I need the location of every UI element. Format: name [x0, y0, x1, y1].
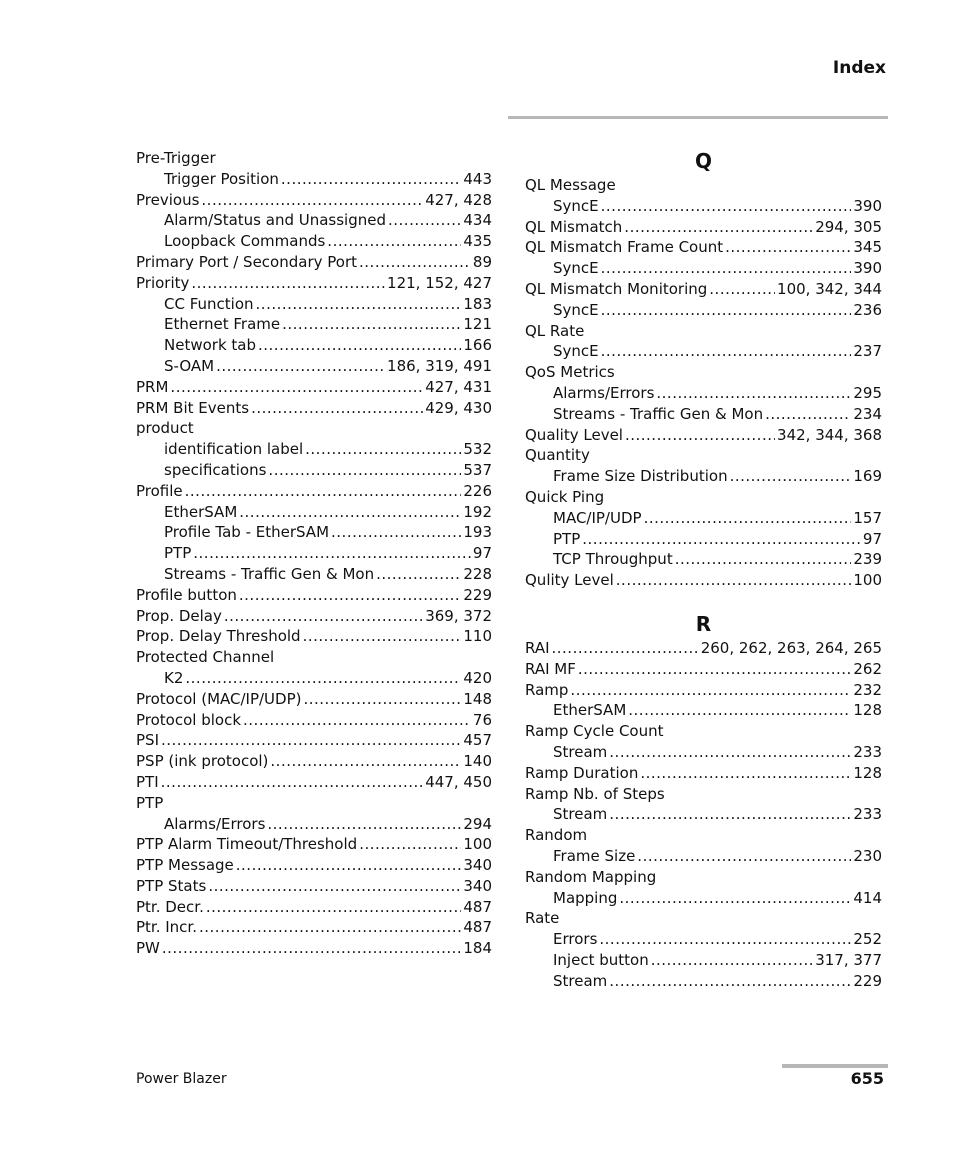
index-page-numbers: 342, 344, 368 — [777, 425, 882, 444]
dot-leader — [236, 855, 462, 876]
index-term: EtherSAM — [164, 502, 238, 521]
index-term: PTP — [164, 544, 192, 563]
dot-leader — [185, 668, 461, 689]
index-term: Protocol (MAC/IP/UDP) — [136, 689, 302, 708]
index-entry — [136, 606, 492, 627]
index-entry — [525, 237, 882, 258]
dot-leader — [675, 549, 852, 570]
index-entry — [136, 418, 492, 439]
index-page-numbers: 110 — [463, 627, 492, 646]
index-page-numbers: 260, 262, 263, 264, 265 — [700, 638, 882, 657]
index-page-numbers: 121 — [463, 315, 492, 334]
index-page-numbers: 239 — [853, 550, 882, 569]
dot-leader — [161, 730, 461, 751]
index-page-numbers: 232 — [853, 680, 882, 699]
index-entry — [136, 730, 492, 751]
index-page-numbers: 345 — [853, 238, 882, 257]
index-subentry — [136, 439, 492, 460]
index-entry — [136, 273, 492, 294]
index-term: Stream — [553, 742, 608, 761]
index-term: Random — [525, 826, 588, 845]
index-page-numbers: 414 — [853, 888, 882, 907]
index-term: Alarms/Errors — [164, 814, 266, 833]
dot-leader — [161, 772, 424, 793]
index-page-numbers: 89 — [472, 252, 492, 271]
index-subentry — [136, 231, 492, 252]
index-entry — [525, 362, 882, 383]
index-entry — [525, 659, 882, 680]
index-term: Ethernet Frame — [164, 315, 281, 334]
index-page-numbers: 390 — [853, 196, 882, 215]
index-page-numbers: 226 — [463, 481, 492, 500]
dot-leader — [582, 529, 861, 550]
dot-leader — [552, 638, 699, 659]
index-entry — [525, 175, 882, 196]
index-page-numbers: 229 — [853, 971, 882, 990]
index-page-numbers: 229 — [463, 585, 492, 604]
index-term: SyncE — [553, 196, 599, 215]
dot-leader — [730, 466, 852, 487]
dot-leader — [570, 680, 851, 701]
index-subentry — [525, 508, 882, 529]
index-subentry — [136, 314, 492, 335]
dot-leader — [206, 897, 462, 918]
dot-leader — [765, 404, 851, 425]
index-entry — [525, 487, 882, 508]
index-page-numbers: 390 — [853, 259, 882, 278]
index-term: Profile — [136, 481, 183, 500]
index-term: Rate — [525, 909, 560, 928]
dot-leader — [624, 217, 813, 238]
index-page-numbers: 429, 430 — [425, 398, 492, 417]
index-term: Priority — [136, 273, 190, 292]
index-entry — [136, 793, 492, 814]
footer-divider — [782, 1064, 888, 1068]
index-entry — [525, 217, 882, 238]
index-page-numbers: 97 — [472, 544, 492, 563]
index-term: Primary Port / Secondary Port — [136, 252, 358, 271]
dot-leader — [725, 237, 851, 258]
index-page-numbers: 230 — [853, 846, 882, 865]
index-entry — [136, 377, 492, 398]
index-subentry — [525, 742, 882, 763]
index-term: PSP (ink protocol) — [136, 752, 269, 771]
dot-leader — [303, 626, 462, 647]
index-page-numbers: 340 — [463, 856, 492, 875]
index-page-numbers: 193 — [463, 523, 492, 542]
page-title: Index — [832, 58, 886, 78]
dot-leader — [327, 231, 461, 252]
index-term: MAC/IP/UDP — [553, 508, 642, 527]
dot-leader — [268, 460, 461, 481]
index-page-numbers: 100 — [463, 835, 492, 854]
index-term: SyncE — [553, 300, 599, 319]
index-term: Stream — [553, 971, 608, 990]
dot-leader — [239, 502, 461, 523]
index-subentry — [525, 529, 882, 550]
index-term: identification label — [164, 440, 304, 459]
index-page-numbers: 233 — [853, 805, 882, 824]
index-page-numbers: 237 — [853, 342, 882, 361]
dot-leader — [609, 742, 851, 763]
index-subentry — [525, 804, 882, 825]
index-term: Pre-Trigger — [136, 149, 216, 167]
section-letter: R — [695, 611, 712, 636]
index-page-numbers: 532 — [463, 440, 492, 459]
index-term: Prop. Delay Threshold — [136, 627, 301, 646]
index-term: Ptr. Decr. — [136, 897, 204, 916]
dot-leader — [616, 570, 852, 591]
index-term: PTP Message — [136, 856, 234, 875]
index-entry — [525, 867, 882, 888]
index-term: TCP Throughput — [553, 550, 673, 569]
index-entry — [136, 917, 492, 938]
index-page-numbers: 420 — [463, 668, 492, 687]
dot-leader — [601, 341, 852, 362]
index-term: QL Mismatch — [525, 217, 623, 236]
index-entry — [525, 825, 882, 846]
index-term: RAI — [525, 638, 550, 657]
index-term: Alarms/Errors — [553, 383, 655, 402]
index-term: Loopback Commands — [164, 232, 326, 251]
index-entry — [525, 784, 882, 805]
index-term: Frame Size — [553, 846, 636, 865]
index-entry — [136, 897, 492, 918]
dot-leader — [601, 196, 852, 217]
index-page-numbers: 166 — [463, 336, 492, 355]
index-term: QL Mismatch Frame Count — [525, 238, 724, 257]
index-subentry — [136, 460, 492, 481]
index-page-numbers: 487 — [463, 897, 492, 916]
index-term: Ramp Cycle Count — [525, 722, 664, 741]
index-subentry — [136, 814, 492, 835]
index-page-numbers: 252 — [853, 930, 882, 949]
index-subentry — [136, 335, 492, 356]
dot-leader — [601, 258, 852, 279]
index-term: PTP — [136, 793, 164, 812]
index-page-numbers: 100 — [853, 571, 882, 590]
index-term: Protocol block — [136, 710, 242, 729]
dot-leader — [193, 543, 471, 564]
index-subentry — [525, 971, 882, 992]
index-term: Protected Channel — [136, 648, 275, 667]
dot-leader — [201, 190, 423, 211]
index-subentry — [525, 383, 882, 404]
index-page-numbers: 121, 152, 427 — [387, 273, 492, 292]
header-divider — [508, 116, 888, 119]
index-term: Frame Size Distribution — [553, 467, 728, 486]
index-subentry — [525, 300, 882, 321]
index-term: S-OAM — [164, 356, 215, 375]
index-entry — [136, 647, 492, 668]
dot-leader — [609, 971, 851, 992]
index-term: Prop. Delay — [136, 606, 222, 625]
index-page-numbers: 443 — [463, 169, 492, 188]
index-entry — [136, 751, 492, 772]
index-subentry — [525, 700, 882, 721]
index-page-numbers: 128 — [853, 701, 882, 720]
dot-leader — [243, 710, 471, 731]
index-term: CC Function — [164, 294, 254, 313]
index-page-numbers: 457 — [463, 731, 492, 750]
index-entry — [525, 445, 882, 466]
index-term: Profile Tab - EtherSAM — [164, 523, 330, 542]
dot-leader — [359, 252, 471, 273]
dot-leader — [628, 700, 851, 721]
index-subentry — [525, 196, 882, 217]
index-term: SyncE — [553, 342, 599, 361]
index-page-numbers: 294 — [463, 814, 492, 833]
dot-leader — [640, 763, 851, 784]
index-subentry — [136, 294, 492, 315]
index-subentry — [136, 502, 492, 523]
dot-leader — [224, 606, 423, 627]
dot-leader — [251, 398, 423, 419]
index-term: Ptr. Incr. — [136, 918, 197, 937]
index-subentry — [136, 169, 492, 190]
dot-leader — [637, 846, 851, 867]
dot-leader — [258, 335, 461, 356]
dot-leader — [376, 564, 461, 585]
index-term: Quantity — [525, 446, 590, 465]
dot-leader — [239, 585, 461, 606]
index-term: Qulity Level — [525, 571, 614, 590]
index-subentry — [525, 929, 882, 950]
dot-leader — [281, 169, 461, 190]
index-term: K2 — [164, 668, 184, 687]
index-subentry — [136, 543, 492, 564]
index-page-numbers: 369, 372 — [425, 606, 492, 625]
dot-leader — [644, 508, 852, 529]
dot-leader — [709, 279, 775, 300]
dot-leader — [609, 804, 851, 825]
index-term: PW — [136, 939, 160, 958]
index-term: Profile button — [136, 585, 237, 604]
dot-leader — [331, 522, 461, 543]
index-term: Quality Level — [525, 425, 623, 444]
index-page-numbers: 97 — [862, 529, 882, 548]
index-entry — [525, 680, 882, 701]
index-entry — [136, 626, 492, 647]
dot-leader — [599, 929, 851, 950]
index-entry — [136, 772, 492, 793]
index-page-numbers: 228 — [463, 564, 492, 583]
index-entry — [525, 321, 882, 342]
index-page-numbers: 294, 305 — [815, 217, 882, 236]
index-page-numbers: 186, 319, 491 — [387, 356, 492, 375]
index-term: PTP Stats — [136, 876, 207, 895]
index-subentry — [136, 356, 492, 377]
index-page-numbers: 128 — [853, 763, 882, 782]
index-page-numbers: 262 — [853, 659, 882, 678]
dot-leader — [191, 273, 385, 294]
dot-leader — [619, 888, 851, 909]
index-page-numbers: 169 — [853, 467, 882, 486]
index-entry — [136, 585, 492, 606]
index-term: specifications — [164, 460, 267, 479]
index-term: Streams - Traffic Gen & Mon — [553, 404, 764, 423]
dot-leader — [601, 300, 852, 321]
index-page-numbers: 183 — [463, 294, 492, 313]
index-term: QoS Metrics — [525, 363, 615, 382]
index-term: Quick Ping — [525, 487, 605, 506]
index-subentry — [136, 668, 492, 689]
index-entry — [136, 252, 492, 273]
index-page-numbers: 148 — [463, 689, 492, 708]
dot-leader — [270, 751, 461, 772]
index-page-numbers: 427, 431 — [425, 377, 492, 396]
section-letter: Q — [694, 149, 712, 173]
index-subentry — [136, 210, 492, 231]
index-term: QL Message — [525, 176, 616, 194]
index-subentry — [525, 888, 882, 909]
index-column-left — [136, 148, 492, 959]
index-subentry — [525, 466, 882, 487]
index-subentry — [136, 522, 492, 543]
index-term: RAI MF — [525, 659, 576, 678]
index-subentry — [525, 404, 882, 425]
footer-page-number: 655 — [850, 1069, 884, 1088]
index-term: EtherSAM — [553, 701, 627, 720]
index-page-numbers: 184 — [463, 939, 492, 958]
index-entry — [525, 279, 882, 300]
index-entry — [136, 834, 492, 855]
index-entry — [136, 710, 492, 731]
dot-leader — [208, 876, 461, 897]
footer-product-name: Power Blazer — [136, 1071, 227, 1087]
index-subentry — [525, 549, 882, 570]
index-term: Ramp Duration — [525, 763, 639, 782]
dot-leader — [656, 383, 851, 404]
dot-leader — [216, 356, 385, 377]
dot-leader — [578, 659, 852, 680]
dot-leader — [267, 814, 461, 835]
index-entry — [525, 763, 882, 784]
dot-leader — [199, 917, 461, 938]
index-page-numbers: 434 — [463, 211, 492, 230]
dot-leader — [170, 377, 423, 398]
index-entry — [136, 938, 492, 959]
dot-leader — [185, 481, 462, 502]
index-term: Ramp Nb. of Steps — [525, 784, 665, 803]
dot-leader — [303, 689, 461, 710]
index-entry — [136, 689, 492, 710]
index-term: Random Mapping — [525, 867, 657, 886]
index-term: PSI — [136, 731, 159, 750]
index-term: QL Rate — [525, 321, 585, 340]
index-term: Mapping — [553, 888, 618, 907]
index-term: PTI — [136, 772, 159, 791]
index-term: PTP Alarm Timeout/Threshold — [136, 835, 358, 854]
dot-leader — [256, 294, 462, 315]
index-entry — [136, 398, 492, 419]
index-term: SyncE — [553, 259, 599, 278]
index-page-numbers: 192 — [463, 502, 492, 521]
index-page-numbers: 487 — [463, 918, 492, 937]
index-subentry — [525, 341, 882, 362]
index-page-numbers: 427, 428 — [425, 190, 492, 209]
index-entry — [136, 855, 492, 876]
index-term: PRM — [136, 377, 169, 396]
index-subentry — [136, 564, 492, 585]
index-entry — [136, 481, 492, 502]
index-entry — [136, 190, 492, 211]
dot-leader — [359, 834, 461, 855]
index-entry — [525, 638, 882, 659]
index-term: Network tab — [164, 336, 256, 355]
dot-leader — [651, 950, 814, 971]
index-page-numbers: 435 — [463, 232, 492, 251]
index-entry — [525, 570, 882, 591]
index-subentry — [525, 258, 882, 279]
index-entry — [525, 721, 882, 742]
index-term: PTP — [553, 529, 581, 548]
index-term: Trigger Position — [164, 169, 279, 188]
index-page-numbers: 140 — [463, 752, 492, 771]
index-page-numbers: 236 — [853, 300, 882, 319]
index-page-numbers: 233 — [853, 742, 882, 761]
index-page-numbers: 340 — [463, 876, 492, 895]
index-entry — [136, 876, 492, 897]
index-page-numbers: 447, 450 — [425, 772, 492, 791]
index-page-numbers: 234 — [853, 404, 882, 423]
index-entry — [525, 425, 882, 446]
index-term: Streams - Traffic Gen & Mon — [164, 564, 375, 583]
index-term: Errors — [553, 930, 598, 949]
index-term: Previous — [136, 190, 200, 209]
dot-leader — [282, 314, 461, 335]
section-gap — [525, 591, 882, 611]
index-entry — [136, 148, 492, 169]
index-term: PRM Bit Events — [136, 398, 250, 417]
index-term: Alarm/Status and Unassigned — [164, 211, 386, 230]
index-term: Inject button — [553, 950, 649, 969]
index-subentry — [525, 950, 882, 971]
index-page-numbers: 100, 342, 344 — [777, 279, 882, 298]
index-term: Stream — [553, 805, 608, 824]
index-page-numbers: 537 — [463, 460, 492, 479]
index-entry — [525, 908, 882, 929]
index-page-numbers: 157 — [853, 508, 882, 527]
index-column-right — [525, 148, 882, 991]
dot-leader — [162, 938, 461, 959]
index-term: Ramp — [525, 680, 569, 699]
dot-leader — [305, 439, 461, 460]
dot-leader — [625, 425, 775, 446]
index-page-numbers: 295 — [853, 383, 882, 402]
index-term: product — [136, 419, 194, 438]
index-term: QL Mismatch Monitoring — [525, 279, 708, 298]
index-subentry — [525, 846, 882, 867]
index-page-numbers: 317, 377 — [815, 950, 882, 969]
index-page-numbers: 76 — [472, 710, 492, 729]
dot-leader — [388, 210, 461, 231]
